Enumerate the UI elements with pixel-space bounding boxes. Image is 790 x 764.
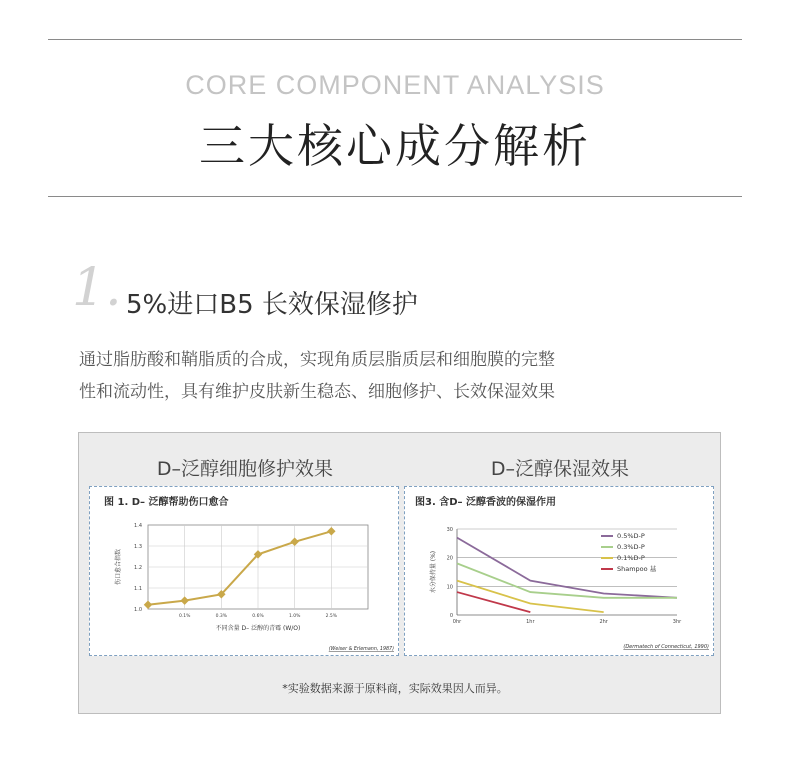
description-line-1: 通过脂肪酸和鞘脂质的合成，实现角质层脂质层和细胞膜的完整 [79,350,555,370]
chart2-legend-label: Shampoo 基 [617,565,657,573]
section-subtitle: CORE COMPONENT ANALYSIS [185,70,605,100]
chart2-svg [405,487,713,655]
chart2-legend-label: 0.1%D-P [617,554,645,562]
chart1-ytick-label: 1.1 [134,586,142,592]
chart2-ylabel: 水分保持量 (%) [430,550,437,594]
page-title: 三大核心成分解析 [199,119,591,173]
chart2-title: 图3. 含D– 泛醇香波的保湿作用 [415,497,557,508]
chart1-data-point [180,596,188,604]
chart1-xtick-label: 0.6% [252,614,264,619]
chart2-source: (Dermatech of Connecticut, 1990) [623,644,709,650]
description-line-2: 性和流动性，具有维护皮肤新生稳态、细胞修护、长效保湿效果 [79,382,555,402]
chart2-ytick-label: 0 [449,613,453,619]
chart2-series-line [457,592,530,612]
chart2-legend-label: 0.3%D-P [617,543,645,551]
chart1-ytick-label: 1.4 [134,523,142,529]
chart1-xtick-label: 0.1% [178,614,191,619]
chart1-source: (Weiser & Erlemann, 1987) [328,647,394,652]
chart1-panel-title: D–泛醇细胞修护效果 [156,458,334,480]
section-title: 5%进口B5 长效保湿修护 [126,290,418,320]
chart1-xtick-label: 1.0% [288,614,301,619]
chart1-ytick-label: 1.2 [134,565,142,571]
chart2-xtick-label: 1hr [526,619,535,625]
chart1-xtick-label: 0.3% [215,614,228,619]
chart1-ytick-label: 1.3 [134,544,142,550]
section-description [79,344,719,408]
chart2-legend-label: 0.5%D-P [617,532,645,540]
bottom-divider [48,196,742,197]
chart2-ytick-label: 10 [446,584,453,591]
footnote: *实验数据来源于原料商，实际效果因人而异。 [282,682,508,695]
chart1-xtick-label: 2.5% [325,614,338,619]
chart1-series-line [148,531,331,605]
chart1-container [89,486,399,656]
chart1-ytick-label: 1.0 [134,607,142,613]
chart1-svg [90,487,398,655]
chart1-title: 图 1. D– 泛醇帮助伤口愈合 [104,497,229,508]
chart2-panel-title: D–泛醇保湿效果 [490,458,630,480]
chart1-data-point [144,601,152,609]
top-divider [48,39,742,40]
chart2-xtick-label: 2hr [599,619,608,625]
section-number: 1. [72,258,122,318]
chart2-ytick-label: 30 [446,527,453,533]
chart2-xtick-label: 0hr [452,619,462,625]
chart2-container [404,486,714,656]
chart1-data-point [290,538,298,546]
chart2-ytick-label: 20 [446,555,453,562]
chart1-ylabel: 伤口愈合指数 [115,548,122,586]
chart1-xlabel: 不同含量 D– 泛醇的青霉 (W/O) [215,625,301,632]
chart1-data-point [327,527,335,535]
chart2-xtick-label: 3hr [672,619,682,625]
